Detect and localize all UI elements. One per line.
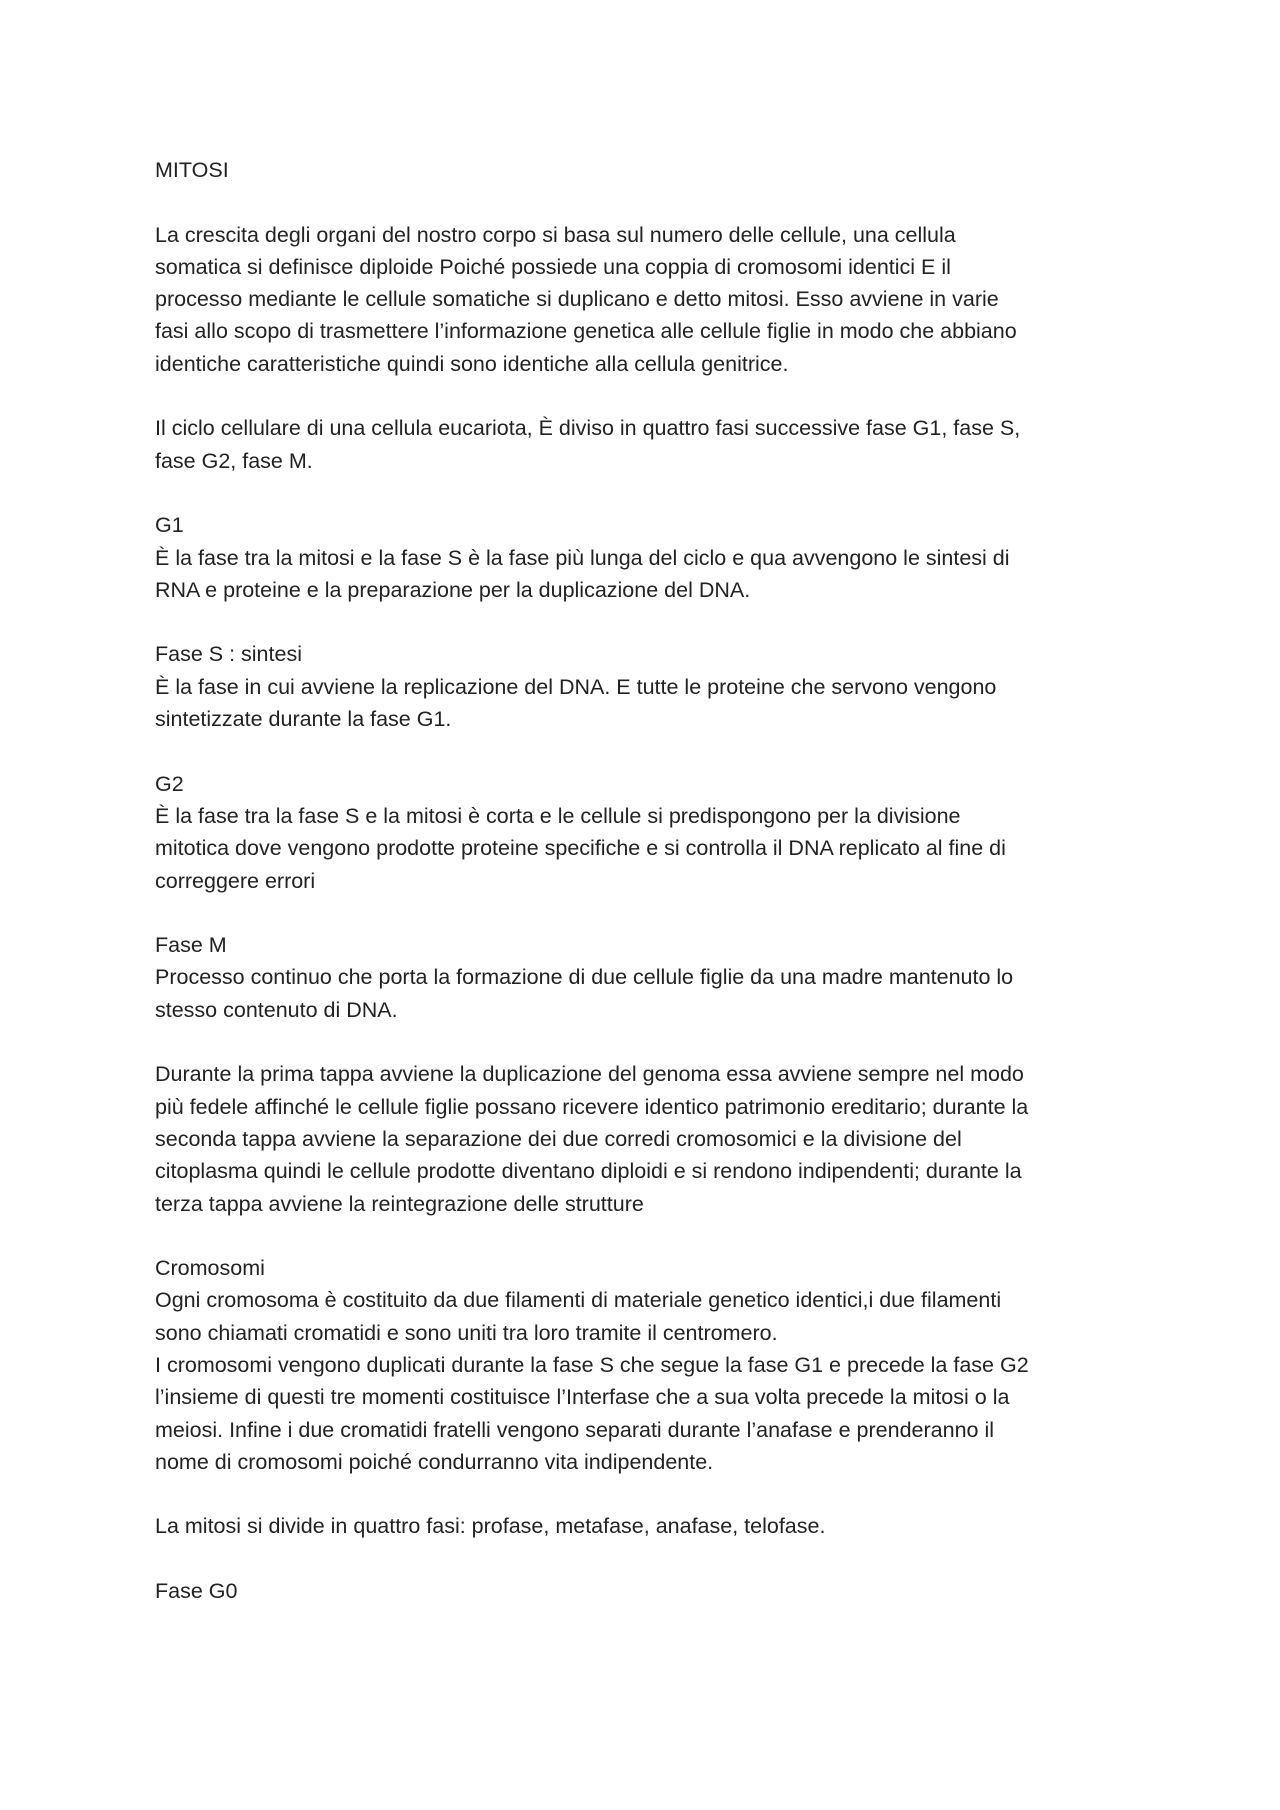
paragraph-line: Il ciclo cellulare di una cellula eucariota, È diviso in quattro fasi successive fase G1, fase S,	[155, 416, 1021, 441]
section-heading: Fase S : sintesi	[155, 642, 302, 667]
mitosis-phases-paragraph	[155, 1510, 1135, 1542]
stages-paragraph	[155, 1058, 1135, 1219]
paragraph-line: fasi allo scopo di trasmettere l’informazione genetica alle cellule figlie in modo che abbiano	[155, 319, 1017, 344]
paragraph-line: nome di cromosomi poiché condurranno vita indipendente.	[155, 1449, 714, 1474]
cell-cycle-paragraph	[155, 412, 1135, 477]
spacer	[155, 477, 1135, 509]
paragraph-line: È la fase tra la mitosi e la fase S è la fase più lunga del ciclo e qua avvengono le sintesi di	[155, 545, 1010, 570]
paragraph-line: Durante la prima tappa avviene la duplicazione del genoma essa avviene sempre nel modo	[155, 1062, 1024, 1087]
paragraph-line: meiosi. Infine i due cromatidi fratelli vengono separati durante l’anafase e prenderanno il	[155, 1417, 995, 1442]
paragraph-line: Processo continuo che porta la formazione di due cellule figlie da una madre mantenuto lo	[155, 965, 1014, 990]
paragraph-line: La mitosi si divide in quattro fasi: profase, metafase, anafase, telofase.	[155, 1514, 826, 1539]
g0-section	[155, 1575, 1135, 1607]
spacer	[155, 1478, 1135, 1510]
section-heading: Cromosomi	[155, 1256, 265, 1281]
paragraph-line: È la fase tra la fase S e la mitosi è corta e le cellule si predispongono per la divisione	[155, 803, 961, 828]
document-body	[155, 154, 1135, 1607]
spacer	[155, 380, 1135, 412]
section-heading: G1	[155, 513, 184, 538]
paragraph-line: seconda tappa avviene la separazione dei due corredi cromosomici e la divisione del	[155, 1126, 962, 1151]
paragraph-line: terza tappa avviene la reintegrazione delle strutture	[155, 1191, 644, 1216]
paragraph-line: più fedele affinché le cellule figlie possano ricevere identico patrimonio ereditario; durante la	[155, 1094, 1029, 1119]
paragraph-line: mitotica dove vengono prodotte proteine specifiche e si controlla il DNA replicato al fine di	[155, 836, 1006, 861]
spacer	[155, 606, 1135, 638]
section-heading: Fase G0	[155, 1579, 238, 1604]
intro-paragraph	[155, 219, 1135, 380]
spacer	[155, 1543, 1135, 1575]
paragraph-line: I cromosomi vengono duplicati durante la fase S che segue la fase G1 e precede la fase G2	[155, 1352, 1029, 1377]
paragraph-line: sono chiamati cromatidi e sono uniti tra loro tramite il centromero.	[155, 1320, 778, 1345]
spacer	[155, 186, 1135, 218]
paragraph-line: La crescita degli organi del nostro corpo si basa sul numero delle cellule, una cellula	[155, 222, 956, 247]
paragraph-line: sintetizzate durante la fase G1.	[155, 707, 452, 732]
paragraph-line: citoplasma quindi le cellule prodotte diventano diploidi e si rendono indipendenti; durante la	[155, 1159, 1022, 1184]
paragraph-line: fase G2, fase M.	[155, 448, 313, 473]
section-heading: Fase M	[155, 933, 227, 958]
m-phase-section	[155, 929, 1135, 1026]
chromosomes-section	[155, 1252, 1135, 1478]
paragraph-line: È la fase in cui avviene la replicazione del DNA. E tutte le proteine che servono vengono	[155, 674, 997, 699]
spacer	[155, 735, 1135, 767]
paragraph-line: stesso contenuto di DNA.	[155, 997, 398, 1022]
spacer	[155, 1220, 1135, 1252]
paragraph-line: identiche caratteristiche quindi sono identiche alla cellula genitrice.	[155, 351, 789, 376]
paragraph-line: somatica si definisce diploide Poiché possiede una coppia di cromosomi identici E il	[155, 254, 951, 279]
document-title: MITOSI	[155, 158, 229, 182]
s-phase-section	[155, 638, 1135, 735]
spacer	[155, 897, 1135, 929]
paragraph-line: processo mediante le cellule somatiche si duplicano e detto mitosi. Esso avviene in varie	[155, 287, 999, 312]
g1-section	[155, 509, 1135, 606]
paragraph-line: l’insieme di questi tre momenti costituisce l’Interfase che a sua volta precede la mitosi o la	[155, 1385, 1010, 1410]
spacer	[155, 1026, 1135, 1058]
paragraph-line: RNA e proteine e la preparazione per la duplicazione del DNA.	[155, 577, 751, 602]
section-heading: G2	[155, 771, 184, 796]
paragraph-line: correggere errori	[155, 868, 316, 893]
paragraph-line: Ogni cromosoma è costituito da due filamenti di materiale genetico identici,i due filamenti	[155, 1288, 1002, 1313]
g2-section	[155, 768, 1135, 897]
